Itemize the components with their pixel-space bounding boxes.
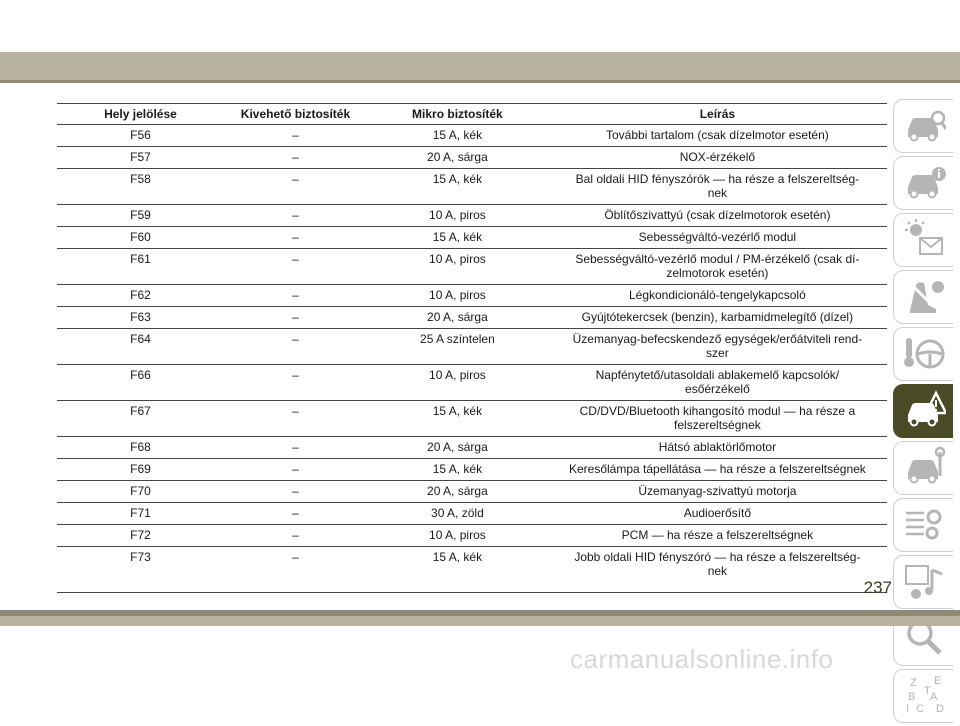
cell-cartridge-fuse: – xyxy=(224,481,367,503)
cell-description: Légkondicionáló-tengelykapcsoló xyxy=(548,285,887,307)
cell-cartridge-fuse: – xyxy=(224,525,367,547)
cell-cartridge-fuse: – xyxy=(224,437,367,459)
sidebar-tab-multimedia-music[interactable] xyxy=(893,555,953,609)
cell-description: Öblítőszivattyú (csak dízelmotorok esetén) xyxy=(548,205,887,227)
steering-wheel-key-icon xyxy=(902,332,946,377)
cell-mini-fuse: 15 A, kék xyxy=(367,227,548,249)
table-row xyxy=(57,503,887,525)
header-stripe-line xyxy=(0,80,960,83)
cell-location: F61 xyxy=(57,249,224,285)
table-row xyxy=(57,459,887,481)
cell-location: F71 xyxy=(57,503,224,525)
sidebar-tab-steering-wheel-key[interactable] xyxy=(893,327,953,381)
index-letter: E xyxy=(933,674,941,687)
cell-cartridge-fuse: – xyxy=(224,125,367,147)
cell-location: F57 xyxy=(57,147,224,169)
cell-mini-fuse: 15 A, kék xyxy=(367,125,548,147)
cell-mini-fuse: 30 A, zöld xyxy=(367,503,548,525)
table-row xyxy=(57,205,887,227)
footer-stripe xyxy=(0,616,960,626)
table-row xyxy=(57,227,887,249)
index-letter: Z xyxy=(909,676,917,689)
car-info-icon xyxy=(902,161,946,206)
cell-location: F62 xyxy=(57,285,224,307)
cell-description: Audioerősítő xyxy=(548,503,887,525)
cell-location: F64 xyxy=(57,329,224,365)
cell-description: Üzemanyag-befecskendező egységek/erőátviteli rend- szer xyxy=(548,329,887,365)
cell-cartridge-fuse: – xyxy=(224,147,367,169)
table-row xyxy=(57,365,887,401)
table-row xyxy=(57,285,887,307)
index-letter: A xyxy=(929,690,937,703)
sidebar-tab-warning-lights-message[interactable] xyxy=(893,213,953,267)
header-description: Leírás xyxy=(548,104,887,125)
cell-cartridge-fuse: – xyxy=(224,329,367,365)
fuse-table-body xyxy=(57,125,887,593)
cell-description: Napfénytető/utasoldali ablakemelő kapcsolók/ esőérzékelő xyxy=(548,365,887,401)
car-search-icon xyxy=(902,104,946,149)
index-letter: D xyxy=(935,702,944,714)
cell-description: PCM — ha része a felszereltségnek xyxy=(548,525,887,547)
cell-location: F56 xyxy=(57,125,224,147)
cell-description: Hátsó ablaktörlőmotor xyxy=(548,437,887,459)
cell-cartridge-fuse: – xyxy=(224,205,367,227)
table-row xyxy=(57,401,887,437)
table-row xyxy=(57,329,887,365)
cell-mini-fuse: 20 A, sárga xyxy=(367,147,548,169)
cell-mini-fuse: 10 A, piros xyxy=(367,365,548,401)
car-warning-triangle-icon xyxy=(902,389,946,434)
cell-mini-fuse: 25 A színtelen xyxy=(367,329,548,365)
header-stripe xyxy=(0,52,960,80)
cell-cartridge-fuse: – xyxy=(224,503,367,525)
cell-mini-fuse: 20 A, sárga xyxy=(367,437,548,459)
top-margin xyxy=(0,0,960,52)
cell-description: Sebességváltó-vezérlő modul / PM-érzékelő (csak dí- zelmotorok esetén) xyxy=(548,249,887,285)
cell-description: Gyújtótekercsek (benzin), karbamidmelegítő (dízel) xyxy=(548,307,887,329)
cell-cartridge-fuse: – xyxy=(224,547,367,593)
car-service-wrench-icon xyxy=(902,446,946,491)
cell-description: Keresőlámpa tápellátása — ha része a felszereltségnek xyxy=(548,459,887,481)
cell-description: CD/DVD/Bluetooth kihangosító modul — ha része a felszereltségnek xyxy=(548,401,887,437)
chapter-sidebar xyxy=(893,99,955,726)
cell-cartridge-fuse: – xyxy=(224,227,367,249)
cell-description: Sebességváltó-vezérlő modul xyxy=(548,227,887,249)
page-number: 237 xyxy=(863,578,892,597)
cell-mini-fuse: 10 A, piros xyxy=(367,285,548,307)
cell-mini-fuse: 15 A, kék xyxy=(367,547,548,593)
table-row xyxy=(57,481,887,503)
table-row xyxy=(57,169,887,205)
table-row xyxy=(57,125,887,147)
cell-location: F70 xyxy=(57,481,224,503)
cell-location: F68 xyxy=(57,437,224,459)
cell-cartridge-fuse: – xyxy=(224,169,367,205)
cell-mini-fuse: 15 A, kék xyxy=(367,169,548,205)
cell-mini-fuse: 10 A, piros xyxy=(367,525,548,547)
table-row xyxy=(57,547,887,593)
cell-location: F60 xyxy=(57,227,224,249)
cell-mini-fuse: 20 A, sárga xyxy=(367,307,548,329)
alphabetical-index-icon xyxy=(902,674,946,719)
index-letter: T xyxy=(923,684,931,697)
index-letter: I xyxy=(905,702,909,714)
header-mini-fuse: Mikro biztosíték xyxy=(367,104,548,125)
cell-mini-fuse: 20 A, sárga xyxy=(367,481,548,503)
table-row xyxy=(57,307,887,329)
cell-location: F69 xyxy=(57,459,224,481)
table-header-row xyxy=(57,104,887,125)
specifications-gear-icon xyxy=(902,503,946,548)
cell-cartridge-fuse: – xyxy=(224,249,367,285)
index-letter: B xyxy=(907,690,915,703)
header-location: Hely jelölése xyxy=(57,104,224,125)
fuse-table xyxy=(57,103,887,593)
cell-description: További tartalom (csak dízelmotor esetén) xyxy=(548,125,887,147)
cell-location: F58 xyxy=(57,169,224,205)
cell-location: F66 xyxy=(57,365,224,401)
multimedia-music-icon xyxy=(902,560,946,605)
sidebar-tab-car-info[interactable] xyxy=(893,156,953,210)
cell-location: F73 xyxy=(57,547,224,593)
cell-cartridge-fuse: – xyxy=(224,307,367,329)
cell-mini-fuse: 15 A, kék xyxy=(367,459,548,481)
sidebar-tab-safety-seatbelt[interactable] xyxy=(893,270,953,324)
cell-mini-fuse: 10 A, piros xyxy=(367,205,548,227)
sidebar-tab-alphabetical-index[interactable] xyxy=(893,669,953,723)
header-cartridge-fuse: Kivehető biztosíték xyxy=(224,104,367,125)
cell-cartridge-fuse: – xyxy=(224,401,367,437)
safety-seatbelt-icon xyxy=(902,275,946,320)
index-letter: C xyxy=(915,702,924,714)
table-row xyxy=(57,437,887,459)
cell-location: F63 xyxy=(57,307,224,329)
sidebar-tab-car-service-wrench[interactable] xyxy=(893,441,953,495)
table-row xyxy=(57,147,887,169)
cell-description: NOX-érzékelő xyxy=(548,147,887,169)
cell-description: Üzemanyag-szivattyú motorja xyxy=(548,481,887,503)
table-row xyxy=(57,525,887,547)
sidebar-tab-specifications-gear[interactable] xyxy=(893,498,953,552)
cell-location: F72 xyxy=(57,525,224,547)
cell-cartridge-fuse: – xyxy=(224,459,367,481)
cell-description: Jobb oldali HID fényszóró — ha része a felszereltség- nek xyxy=(548,547,887,593)
cell-location: F67 xyxy=(57,401,224,437)
cell-cartridge-fuse: – xyxy=(224,365,367,401)
table-row xyxy=(57,249,887,285)
warning-lights-message-icon xyxy=(902,218,946,263)
cell-cartridge-fuse: – xyxy=(224,285,367,307)
sidebar-tab-car-search[interactable] xyxy=(893,99,953,153)
cell-location: F59 xyxy=(57,205,224,227)
watermark: carmanualsonline.info xyxy=(570,644,834,674)
cell-mini-fuse: 10 A, piros xyxy=(367,249,548,285)
sidebar-tab-car-warning-triangle[interactable] xyxy=(893,384,953,438)
cell-description: Bal oldali HID fényszórók — ha része a felszereltség- nek xyxy=(548,169,887,205)
cell-mini-fuse: 15 A, kék xyxy=(367,401,548,437)
